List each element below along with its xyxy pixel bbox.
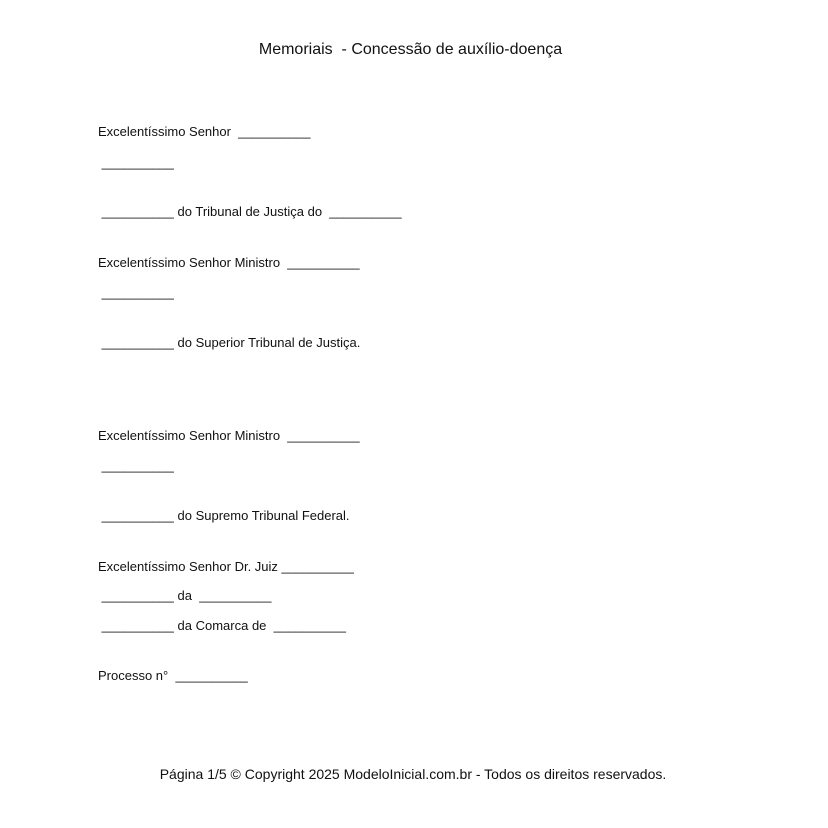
comarca-line: __________ da Comarca de __________ [98, 618, 346, 633]
document-title: Memoriais - Concessão de auxílio-doença [258, 41, 563, 58]
process-number-line: Processo n° __________ [98, 668, 248, 683]
addressee-line: Excelentíssimo Senhor Dr. Juiz __________ [98, 559, 354, 574]
tribunal-line: __________ do Tribunal de Justiça do __________ [98, 204, 402, 219]
addressee-line: Excelentíssimo Senhor __________ [98, 124, 311, 139]
court-line: __________ da __________ [98, 588, 272, 603]
addressee-line: Excelentíssimo Senhor Ministro __________ [98, 428, 360, 443]
blank-line: __________ [98, 458, 174, 473]
page-footer: Página 1/5 © Copyright 2025 ModeloInicial.com.br - Todos os direitos reservados. [159, 766, 667, 782]
blank-line: __________ [98, 155, 174, 170]
tribunal-line: __________ do Supremo Tribunal Federal. [98, 508, 350, 523]
tribunal-line: __________ do Superior Tribunal de Justiça. [98, 335, 361, 350]
addressee-line: Excelentíssimo Senhor Ministro __________ [98, 255, 360, 270]
blank-line: __________ [98, 285, 174, 300]
